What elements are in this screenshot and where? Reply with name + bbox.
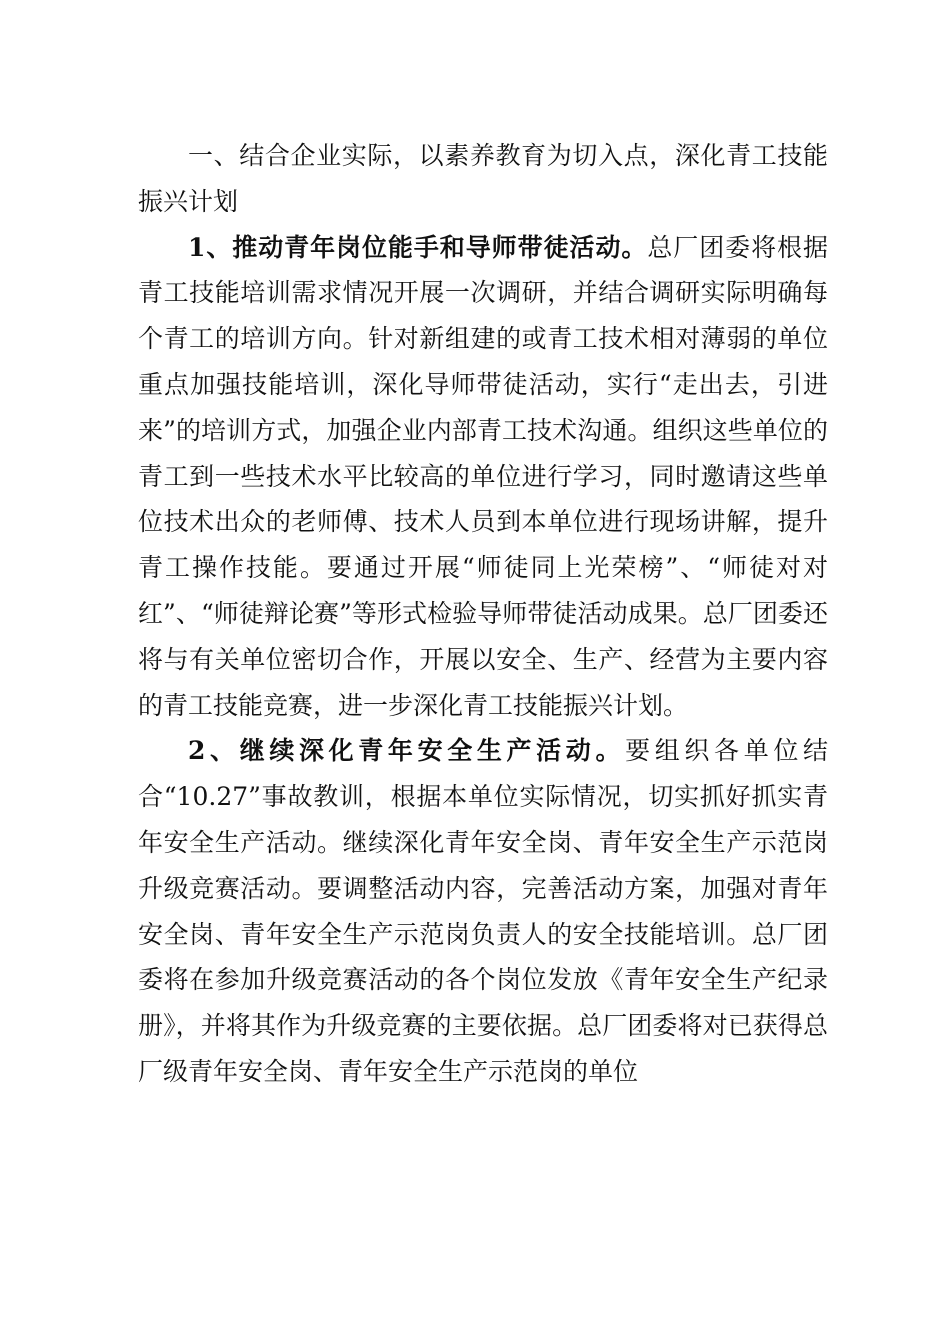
paragraph-2	[138, 728, 828, 1094]
paragraph-1-lead: 1、推动青年岗位能手和导师带徒活动。	[188, 232, 648, 262]
paragraph-1-body: 总厂团委将根据青工技能培训需求情况开展一次调研，并结合调研实际明确每个青工的培训方向。针对新组建的或青工技术相对薄弱的单位重点加强技能培训，深化导师带徒活动，实行“走出去，引进来”的培训方式，加强企业内部青工技术沟通。组织这些单位的青工到一些技术水平比较高的单位进行学习，同时邀请这些单位技术出众的老师傅、技术人员到本单位进行现场讲解，提升青工操作技能。要通过开展“师徒同上光荣榜”、“师徒对对红”、“师徒辩论赛”等形式检验导师带徒活动成果。总厂团委还将与有关单位密切合作，开展以安全、生产、经营为主要内容的青工技能竞赛，进一步深化青工技能振兴计划。	[138, 232, 828, 720]
paragraph-1	[138, 225, 828, 729]
section-heading: 一、结合企业实际，以素养教育为切入点，深化青工技能振兴计划	[138, 141, 828, 216]
document-body	[138, 133, 828, 1095]
paragraph-2-body: 要组织各单位结合“10.27”事故教训，根据本单位实际情况，切实抓好抓实青年安全生产活动。继续深化青年安全岗、青年安全生产示范岗升级竞赛活动。要调整活动内容，完善活动方案，加强对青年安全岗、青年安全生产示范岗负责人的安全技能培训。总厂团委将在参加升级竞赛活动的各个岗位发放《青年安全生产纪录册》，并将其作为升级竞赛的主要依据。总厂团委将对已获得总厂级青年安全岗、青年安全生产示范岗的单位	[138, 736, 828, 1086]
paragraph-2-lead: 2、继续深化青年安全生产活动。	[188, 736, 626, 766]
